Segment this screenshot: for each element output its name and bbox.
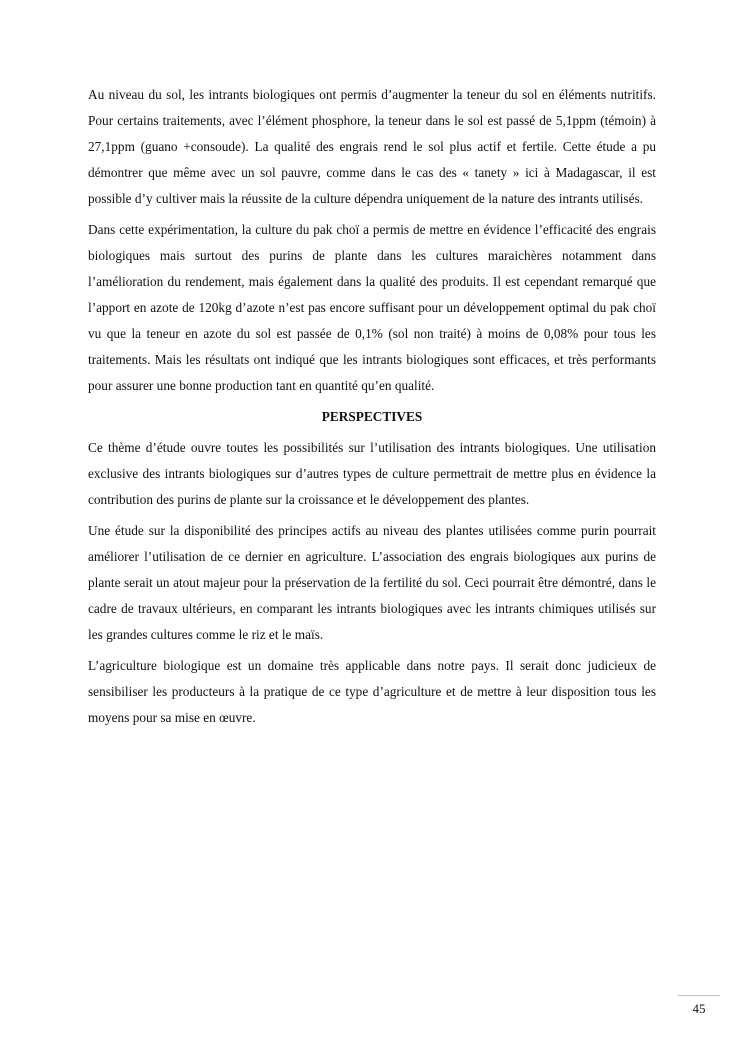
paragraph-study-theme: Ce thème d’étude ouvre toutes les possibilités sur l’utilisation des intrants biologiques. Une utilisation exclusive des intrants biologiques sur d’autres types de culture permettrait de mettre plus en évidence la contribution des purins de plante sur la croissance et le développement des plantes. [88,440,656,507]
paragraph-organic-agriculture: L’agriculture biologique est un domaine très applicable dans notre pays. Il serait donc judicieux de sensibiliser les producteurs à la pratique de ce type d’agriculture et de mettre à leur disposition tous les moyens pour sa mise en œuvre. [88,658,656,725]
paragraph-soil-results: Au niveau du sol, les intrants biologiques ont permis d’augmenter la teneur du sol en éléments nutritifs. Pour certains traitements, avec l’élément phosphore, la teneur dans le sol est passé de 5,1ppm (témoin) à 27,1ppm (guano +consoude). La qualité des engrais rend le sol plus actif et fertile. Cette étude a pu démontrer que même avec un sol pauvre, comme dans le cas des « tanety » ici à Madagascar, il est possible d’y cultiver mais la réussite de la culture dépendra uniquement de la nature des intrants utilisés. [88,87,656,206]
section-heading-perspectives: PERSPECTIVES [321,409,423,424]
document-body [88,82,656,736]
footer-divider [678,995,720,996]
paragraph-experiment-results: Dans cette expérimentation, la culture du pak choï a permis de mettre en évidence l’efficacité des engrais biologiques mais surtout des purins de plante dans les cultures maraichères notamment dans l’amélioration du rendement, mais également dans la qualité des produits. Il est cependant remarqué que l’apport en azote de 120kg d’azote n’est pas encore suffisant pour un développement optimal du pak choï vu que la teneur en azote du sol est passée de 0,1% (sol non traité) à moins de 0,08% pour tous les traitements. Mais les résultats ont indiqué que les intrants biologiques sont efficaces, et très performants pour assurer une bonne production tant en quantité qu’en qualité. [88,222,656,393]
page-number: 45 [692,1001,706,1016]
paragraph-active-principles: Une étude sur la disponibilité des principes actifs au niveau des plantes utilisées comme purin pourrait améliorer l’utilisation de ce dernier en agriculture. L’association des engrais biologiques aux purins de plante serait un atout majeur pour la préservation de la fertilité du sol. Ceci pourrait être démontré, dans le cadre de travaux ultérieurs, en comparant les intrants biologiques avec les intrants chimiques utilisés sur les grandes cultures comme le riz et le maïs. [88,523,656,642]
